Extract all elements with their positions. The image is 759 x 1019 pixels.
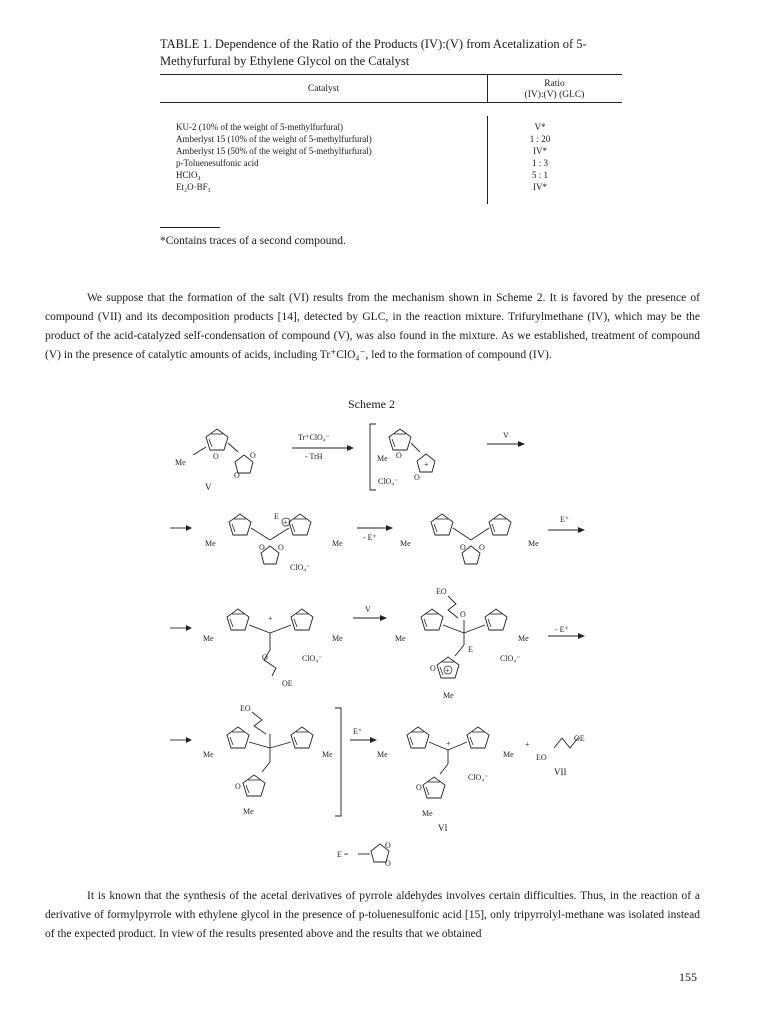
methyl-label: Me [377, 454, 388, 463]
reaction-arrow-3 [357, 525, 393, 542]
intermediate-bracket [370, 424, 435, 490]
methyl-label: Me [395, 634, 406, 643]
reagent-minus-trh: - TrH [305, 452, 323, 461]
perchlorate-anion: ClO₄⁻ [302, 654, 323, 663]
reagent-trityl-perchlorate: Tr⁺ClO₄⁻ [298, 433, 330, 442]
reaction-arrow-6 [548, 625, 585, 639]
furan-oxygen-label: O [235, 782, 241, 791]
methyl-label: Me [203, 634, 214, 643]
methyl-label: Me [332, 539, 343, 548]
reaction-arrow-2 [487, 431, 525, 447]
perchlorate-anion: ClO₄⁻ [378, 477, 399, 486]
table-header-ratio-sub: (IV):(V) (GLC) [524, 90, 585, 100]
page-number: 155 [679, 970, 697, 984]
cation-plus: + [445, 666, 450, 675]
furan-oxygen-label: O [416, 783, 422, 792]
dioxolane-oxygen-label: O [259, 543, 265, 552]
table-row-catalyst: Amberlyst 15 (10% of the weight of 5-methylfurfural) [176, 134, 372, 144]
electrophile-definition [337, 841, 391, 868]
eo-label: EO [240, 704, 251, 713]
dioxolane-oxygen-label: O [234, 471, 240, 480]
reagent-minus-e-plus: - E⁺ [555, 625, 569, 634]
dioxolane-oxygen-label: O [250, 451, 256, 460]
methyl-label: Me [175, 458, 186, 467]
perchlorate-anion: ClO₄⁻ [290, 563, 311, 572]
table-row-ratio: IV* [533, 182, 547, 192]
compound-v-label: V [205, 482, 212, 492]
electrophile-label: E [274, 512, 279, 521]
body-paragraph-2: It is known that the synthesis of the acetal derivatives of pyrrole aldehydes involves certain difficulties. Thus, in the reaction of a derivative of formylpyrrole with ethylene glycol in the presence of p-toluenesulfonic acid [15], only tripyrrolyl-methane was isolated instead of the expected product. In view of the results presented above and the results that we obtained [45, 890, 700, 940]
e-definition-label: E = [337, 850, 349, 859]
reaction-arrow-7 [350, 727, 377, 743]
table-header-ratio: Ratio [544, 79, 565, 89]
arrow-lead-row-3 [170, 625, 192, 631]
plus-sign: + [525, 740, 530, 749]
dioxolane-oxygen-label: O [385, 841, 391, 850]
compound-vii [525, 734, 585, 777]
dioxolane-oxygen-label: O [479, 543, 485, 552]
cation-plus: + [268, 614, 273, 623]
perchlorate-anion: ClO₄⁻ [500, 654, 521, 663]
eo-label: EO [436, 587, 447, 596]
methyl-label: Me [528, 539, 539, 548]
dioxolane-oxygen-label: O [278, 543, 284, 552]
methyl-label: Me [243, 807, 254, 816]
compound-vi-label: VI [438, 823, 448, 833]
reagent-v: V [503, 431, 509, 440]
oe-label: OE [282, 679, 293, 688]
methyl-label: Me [322, 750, 333, 759]
carbocation-row-3 [203, 609, 343, 688]
table-row-catalyst: KU-2 (10% of the weight of 5-methylfurfural) [176, 122, 343, 132]
methyl-label: Me [443, 691, 454, 700]
intermediate-row-2 [205, 512, 343, 572]
table-row-catalyst: Amberlyst 15 (50% of the weight of 5-methylfurfural) [176, 146, 372, 156]
table-row-ratio: V* [534, 122, 546, 132]
methyl-label: Me [203, 750, 214, 759]
table-row-catalyst: Et₂O·BF₃ [176, 182, 211, 192]
cation-plus: + [283, 518, 288, 527]
table-row-catalyst: p-Toluenesulfonic acid [176, 158, 259, 168]
adduct-row-3 [395, 587, 529, 700]
reagent-e-plus: E⁺ [560, 515, 570, 524]
reaction-arrow-1 [292, 433, 354, 461]
dioxolane-oxygen-label: O [414, 473, 420, 482]
methyl-label: Me [377, 750, 388, 759]
compound-vii-label: VII [554, 767, 567, 777]
methyl-label: Me [503, 750, 514, 759]
furan-oxygen-label: O [213, 452, 219, 461]
cation-plus: + [446, 739, 451, 748]
cation-plus: + [424, 460, 429, 469]
reagent-v: V [365, 605, 371, 614]
table-row-catalyst: HClO₄ [176, 170, 201, 180]
reaction-arrow-4 [548, 515, 585, 533]
table-header-catalyst: Catalyst [307, 84, 340, 94]
reagent-minus-e-plus: - E⁺ [363, 533, 377, 542]
dioxolane-oxygen-label: O [460, 543, 466, 552]
table-caption: TABLE 1. Dependence of the Ratio of the Products (IV):(V) from Acetalization of 5-Methyfurfural by Ethylene Glycol on the Catalyst [160, 37, 587, 68]
methyl-label: Me [518, 634, 529, 643]
neutral-trifurylmethane [203, 704, 333, 816]
table-row-ratio: 5 : 1 [531, 170, 548, 180]
reagent-e-plus: E⁺ [353, 727, 363, 736]
oe-label: OE [574, 734, 585, 743]
methyl-label: Me [332, 634, 343, 643]
scheme-title: Scheme 2 [348, 397, 395, 411]
perchlorate-anion: ClO₄⁻ [468, 773, 489, 782]
ether-oxygen-label: O [460, 610, 466, 619]
body-paragraph-1: We suppose that the formation of the salt (VI) results from the mechanism shown in Scheme 2. It is favored by the presence of compound (VII) and its decomposition products [14], detected by GLC, in the reaction mixture. Trifurylmethane (IV), which may be the product of the acid-catalyzed self-condensation of compound (V), was also found in the mixture. As we established, treatment of compound (V) in the presence of catalytic amounts of acids, including Tr⁺ClO₄⁻, led to the formation of compound (IV). [45, 292, 700, 361]
furan-oxygen-label: O [396, 451, 402, 460]
ether-oxygen-label: O [262, 653, 268, 662]
salt-vi [377, 727, 514, 833]
eo-label: EO [536, 753, 547, 762]
methyl-label: Me [400, 539, 411, 548]
table-footnote: *Contains traces of a second compound. [160, 235, 346, 247]
arrow-lead-row-4 [170, 737, 192, 743]
arrow-lead-row-2 [170, 525, 192, 531]
dimer-row-2 [400, 514, 539, 564]
dioxolane-oxygen-label: O [385, 859, 391, 868]
furan-oxygen-label: O [430, 664, 436, 673]
table-row-ratio: 1 : 20 [529, 134, 551, 144]
methyl-label: Me [422, 809, 433, 818]
methyl-label: Me [205, 539, 216, 548]
electrophile-label: E [468, 645, 473, 654]
table-row-ratio: 1 : 3 [531, 158, 548, 168]
reaction-arrow-5 [353, 605, 387, 621]
table-row-ratio: IV* [533, 146, 547, 156]
molecule-v [175, 429, 256, 492]
bracket-row-4 [335, 708, 341, 816]
